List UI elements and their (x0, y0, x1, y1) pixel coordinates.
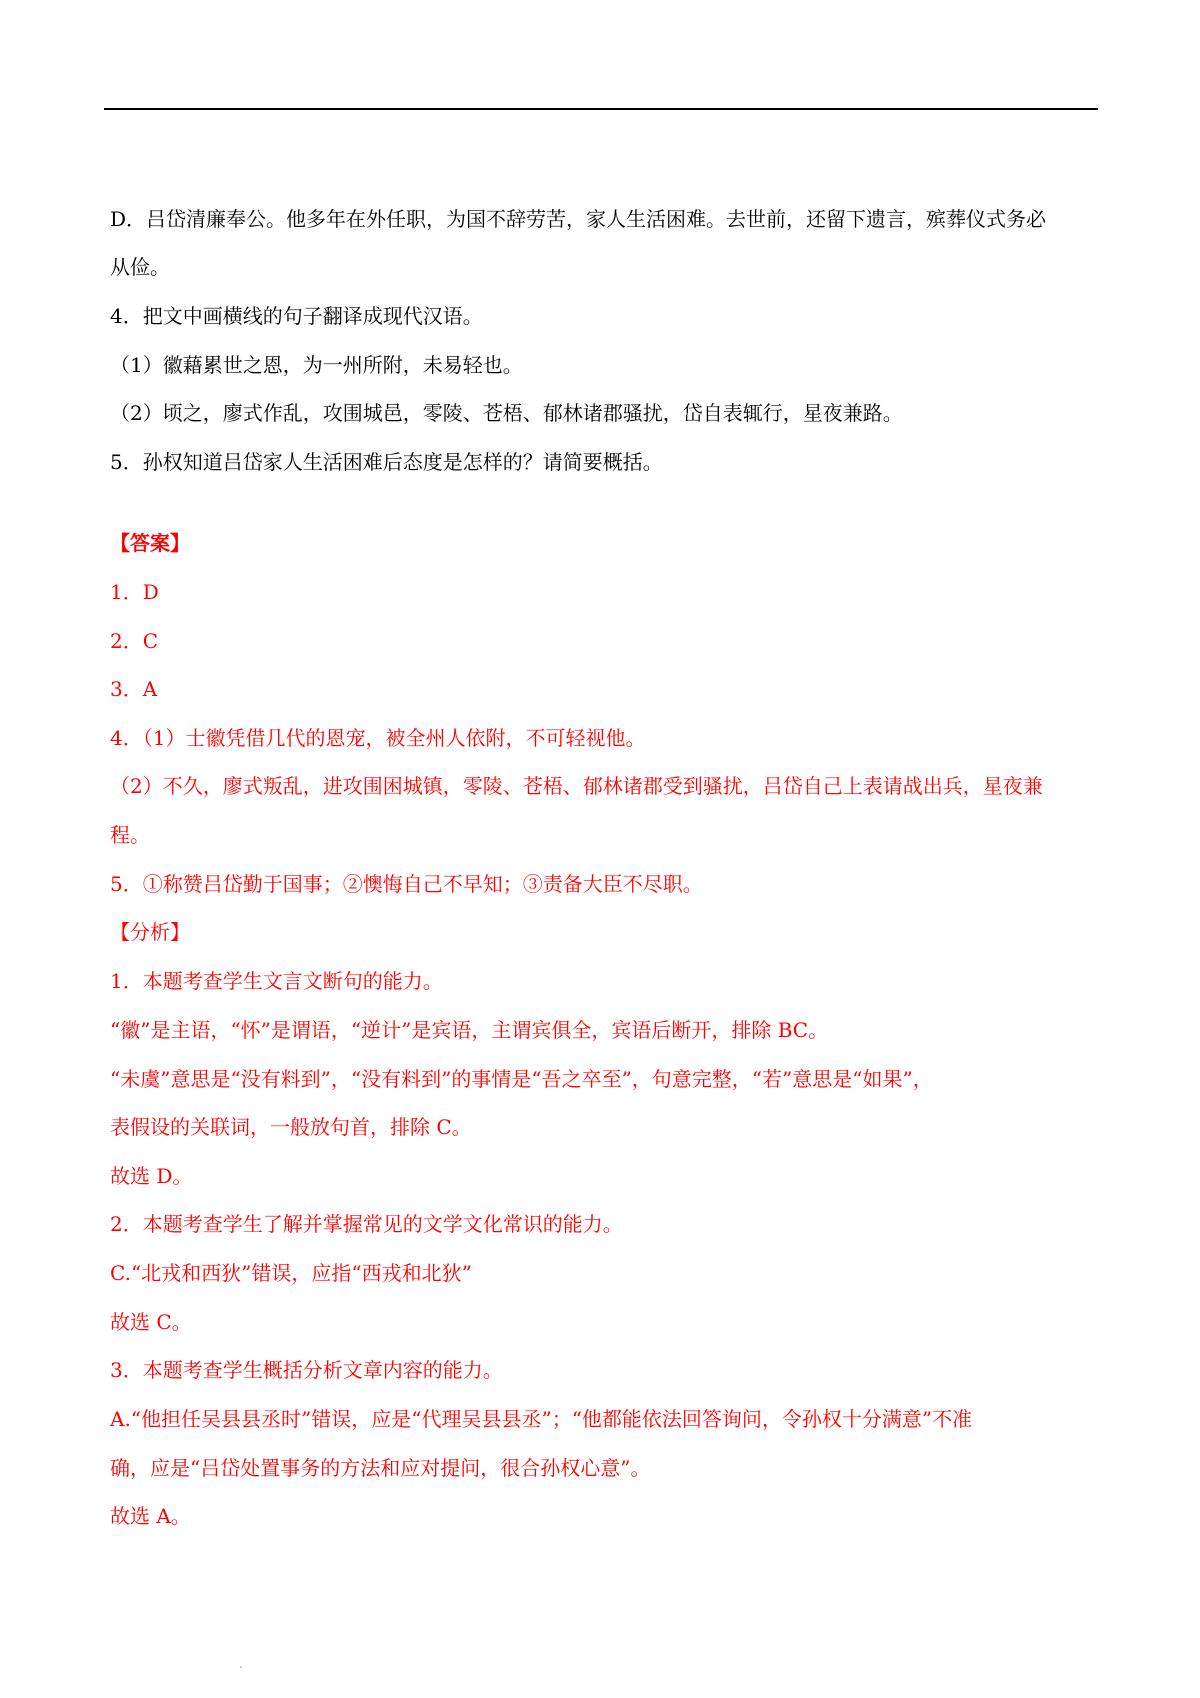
answer-4-part-2-line1: （2）不久，廖式叛乱，进攻围困城镇，零陵、苍梧、郁林诸郡受到骚扰，吕岱自己上表请战出兵，星夜兼 (110, 774, 1043, 798)
question-4: 4．把文中画横线的句子翻译成现代汉语。 (110, 304, 483, 328)
header-rule (104, 108, 1098, 110)
analysis-3: 3．本题考查学生概括分析文章内容的能力。 (110, 1358, 503, 1382)
analysis-heading: 【分析】 (110, 920, 190, 944)
scan-speck (240, 1666, 242, 1668)
option-d-line2: 从俭。 (110, 255, 170, 279)
analysis-1-b-line1: “未虞”意思是“没有料到”，“没有料到”的事情是“吾之卒至”，句意完整，“若”意思是“如果”， (110, 1067, 933, 1091)
answer-1: 1．D (110, 580, 159, 604)
analysis-1: 1．本题考查学生文言文断句的能力。 (110, 969, 443, 993)
analysis-1-c: 故选 D。 (110, 1164, 193, 1188)
analysis-1-a: “徽”是主语，“怀”是谓语，“逆计”是宾语，主谓宾俱全，宾语后断开，排除 BC。 (110, 1018, 829, 1042)
answer-5: 5．①称赞吕岱勤于国事；②懊悔自己不早知；③责备大臣不尽职。 (110, 872, 703, 896)
answer-3: 3．A (110, 677, 158, 701)
analysis-3-a-line2: 确，应是“吕岱处置事务的方法和应对提问，很合孙权心意”。 (110, 1456, 651, 1480)
analysis-2: 2．本题考查学生了解并掌握常见的文学文化常识的能力。 (110, 1212, 623, 1236)
answer-2: 2．C (110, 629, 159, 653)
answer-4-part-1: 4．（1）士徽凭借几代的恩宠，被全州人依附，不可轻视他。 (110, 726, 646, 750)
answer-4-part-2-line2: 程。 (110, 823, 150, 847)
option-d-line1: D．吕岱清廉奉公。他多年在外任职，为国不辞劳苦，家人生活困难。去世前，还留下遗言，殡葬仪式务必 (110, 207, 1047, 231)
question-4-part-1: （1）徽藉累世之恩，为一州所附，未易轻也。 (110, 353, 523, 377)
analysis-1-b-line2: 表假设的关联词，一般放句首，排除 C。 (110, 1115, 472, 1139)
question-4-part-2: （2）顷之，廖式作乱，攻围城邑，零陵、苍梧、郁林诸郡骚扰，岱自表辄行，星夜兼路。 (110, 401, 903, 425)
answer-heading: 【答案】 (110, 531, 190, 555)
question-5: 5．孙权知道吕岱家人生活困难后态度是怎样的？请简要概括。 (110, 450, 663, 474)
analysis-2-a: C.“北戎和西狄”错误，应指“西戎和北狄” (110, 1261, 472, 1285)
analysis-3-b: 故选 A。 (110, 1504, 191, 1528)
analysis-2-b: 故选 C。 (110, 1310, 192, 1334)
analysis-3-a-line1: A.“他担任吴县县丞时”错误，应是“代理吴县县丞”；“他都能依法回答询问，令孙权十分满意”不准 (110, 1407, 973, 1431)
